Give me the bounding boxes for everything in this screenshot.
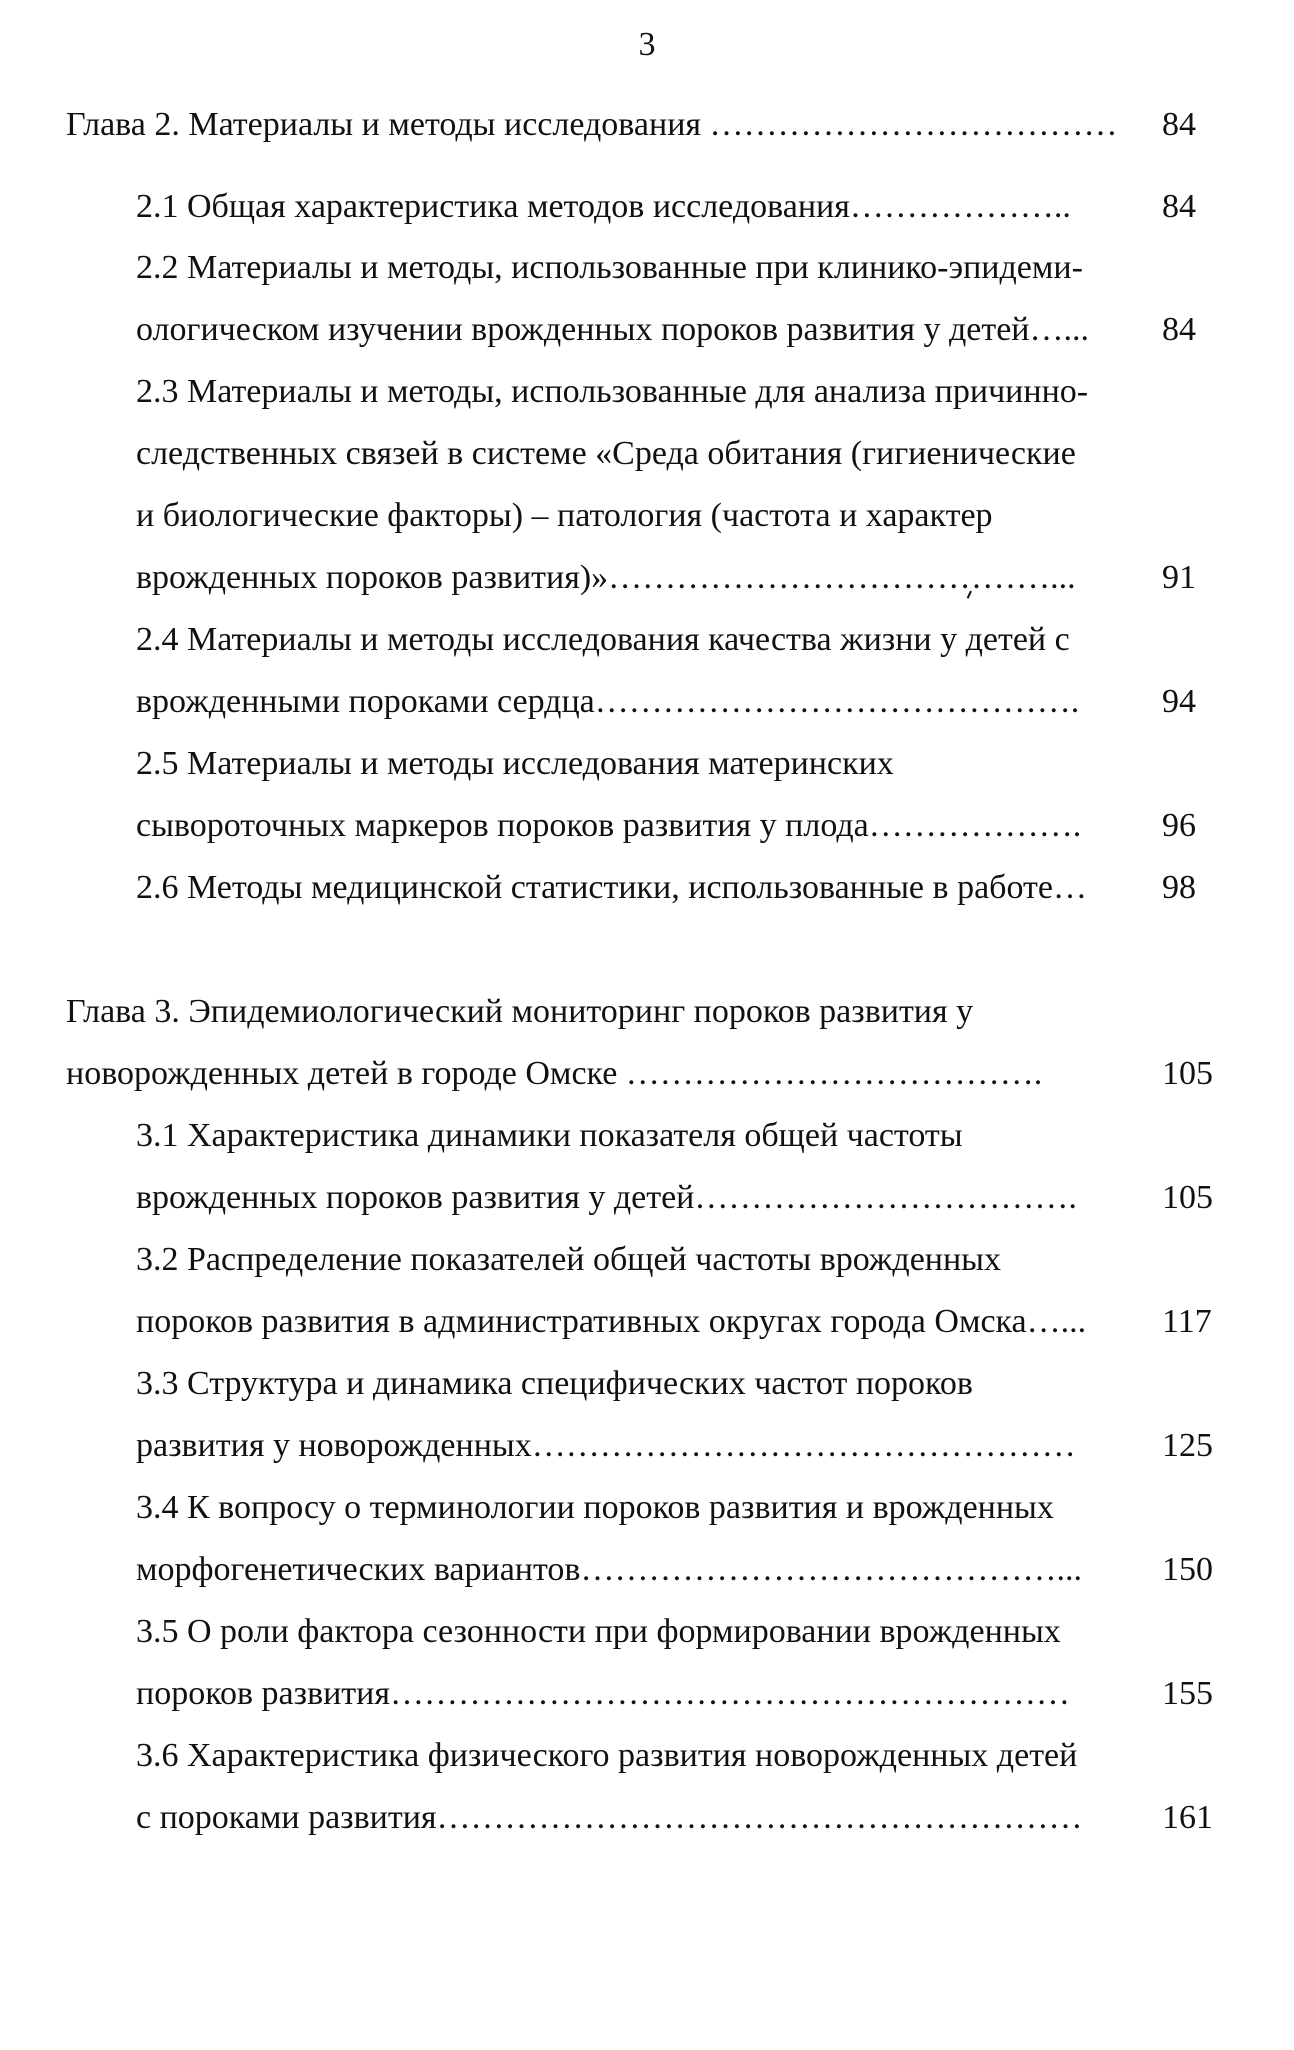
section-2-6-title: 2.6 Методы медицинской статистики, использованные в работе… (136, 869, 1087, 906)
section-3-4-line-2: морфогенетических вариантов……………………………………... (136, 1551, 1082, 1588)
section-2-5-page: 96 (1162, 807, 1196, 844)
section-2-3-line-1: 2.3 Материалы и методы, использованные для анализа причинно- (136, 373, 1089, 410)
section-3-1-line-1: 3.1 Характеристика динамики показателя общей частоты (136, 1117, 963, 1154)
section-3-1-page: 105 (1162, 1179, 1213, 1216)
section-2-5-line-2: сывороточных маркеров пороков развития у плода………………. (136, 807, 1082, 844)
section-2-3-line-3: и биологические факторы) – патология (частота и характер (136, 497, 993, 534)
section-2-1-page: 84 (1162, 188, 1196, 225)
section-3-2-page: 117 (1162, 1303, 1212, 1340)
section-2-4-line-2: врожденными пороками сердца……………………………………. (136, 683, 1080, 720)
section-2-2-line-2: ологическом изучении врожденных пороков развития у детей…... (136, 311, 1089, 348)
section-3-5-line-2: пороков развития…………………………………………………… (136, 1675, 1071, 1712)
section-3-6-page: 161 (1162, 1799, 1213, 1836)
section-3-2-line-1: 3.2 Распределение показателей общей частоты врожденных (136, 1241, 1002, 1278)
section-3-3-line-1: 3.3 Структура и динамика специфических частот пороков (136, 1365, 973, 1402)
section-2-4-page: 94 (1162, 683, 1196, 720)
chapter-3-line-2: новорожденных детей в городе Омске ………………………………. (66, 1055, 1043, 1092)
section-3-4-page: 150 (1162, 1551, 1213, 1588)
section-2-2-line-1: 2.2 Материалы и методы, использованные при клинико-эпидеми- (136, 249, 1083, 286)
section-2-3-page: 91 (1162, 559, 1196, 596)
section-2-4-line-1: 2.4 Материалы и методы исследования качества жизни у детей с (136, 621, 1070, 658)
chapter-2-page: 84 (1162, 106, 1196, 143)
section-2-1-title: 2.1 Общая характеристика методов исследования……………….. (136, 188, 1071, 225)
section-3-2-line-2: пороков развития в административных округах города Омска…... (136, 1303, 1087, 1340)
section-2-6-page: 98 (1162, 869, 1196, 906)
chapter-3-page: 105 (1162, 1055, 1213, 1092)
page-number: 3 (638, 26, 656, 63)
section-2-5-line-1: 2.5 Материалы и методы исследования материнских (136, 745, 894, 782)
chapter-2-title: Глава 2. Материалы и методы исследования ……………………………… (66, 106, 1118, 143)
section-3-5-line-1: 3.5 О роли фактора сезонности при формировании врожденных (136, 1613, 1061, 1650)
section-3-1-line-2: врожденных пороков развития у детей……………………………. (136, 1179, 1077, 1216)
chapter-3-line-1: Глава 3. Эпидемиологический мониторинг пороков развития у (66, 993, 974, 1030)
section-3-5-page: 155 (1162, 1675, 1213, 1712)
section-3-6-line-2: с пороками развития………………………………………………… (136, 1799, 1083, 1836)
section-3-4-line-1: 3.4 К вопросу о терминологии пороков развития и врожденных (136, 1489, 1054, 1526)
section-3-3-page: 125 (1162, 1427, 1213, 1464)
section-2-3-line-4: врожденных пороков развития)»…………………………………... (136, 559, 1076, 596)
section-2-3-line-2: следственных связей в системе «Среда обитания (гигиенические (136, 435, 1076, 472)
section-3-3-line-2: развития у новорожденных………………………………………… (136, 1427, 1076, 1464)
section-2-2-page: 84 (1162, 311, 1196, 348)
section-3-6-line-1: 3.6 Характеристика физического развития новорожденных детей (136, 1737, 1078, 1774)
